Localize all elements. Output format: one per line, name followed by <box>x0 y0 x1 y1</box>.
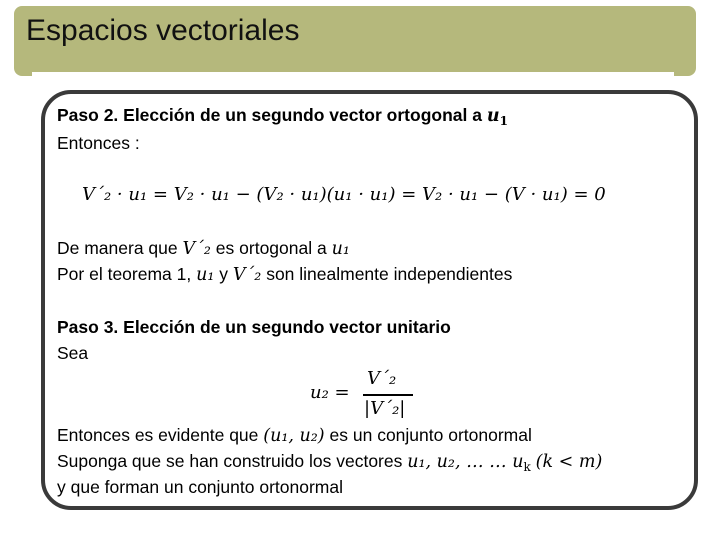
manera-var2: u₁ <box>331 239 350 259</box>
teorema-prefix: Por el teorema 1, <box>57 264 192 284</box>
formula-numerator: V´₂ <box>367 368 397 389</box>
sea-text: Sea <box>57 343 89 363</box>
slide-title: Espacios vectoriales <box>26 14 300 47</box>
entonces-text: Entonces : <box>57 133 140 153</box>
manera-var: V´₂ <box>182 239 211 259</box>
title-bar <box>14 6 696 76</box>
evidente-math: (u₁, u₂) <box>263 426 325 446</box>
suponga-prefix: Suponga que se han construido los vectores <box>57 451 403 471</box>
formula-lhs: u₂ = <box>310 382 350 403</box>
paso2-heading-text: Paso 2. Elección de un segundo vector ortogonal a <box>57 105 482 125</box>
teorema-var1: u₁ <box>196 265 215 285</box>
evidente-line <box>57 425 532 446</box>
evidente-suffix: es un conjunto ortonormal <box>329 425 532 445</box>
manera-line <box>57 238 350 259</box>
fraction-bar <box>363 394 413 396</box>
suponga-condition: (k < m) <box>535 452 603 472</box>
suponga-math: u₁, u₂, … … $u_k$ <box>407 452 531 474</box>
formula-denominator: |V´₂| <box>364 398 406 419</box>
teorema-line <box>57 264 512 285</box>
teorema-var2: V´₂ <box>232 265 262 285</box>
paso3-heading: Paso 3. Elección de un segundo vector unitario <box>57 317 451 337</box>
evidente-prefix: Entonces es evidente que <box>57 425 259 445</box>
title-divider <box>32 72 674 76</box>
manera-prefix: De manera que <box>57 238 178 258</box>
paso2-variable: $u_1$ <box>486 106 508 128</box>
paso2-heading <box>57 105 508 128</box>
manera-mid: es ortogonal a <box>215 238 327 258</box>
ultima-line: y que forman un conjunto ortonormal <box>57 477 343 497</box>
teorema-y: y <box>219 264 229 284</box>
teorema-suffix: son linealmente independientes <box>266 264 513 284</box>
equation-orthogonal: V´₂ · u₁ = V₂ · u₁ − (V₂ · u₁)(u₁ · u₁) = V₂ · u₁ − (V · u₁) = 0 <box>82 184 606 205</box>
suponga-line <box>57 451 602 474</box>
